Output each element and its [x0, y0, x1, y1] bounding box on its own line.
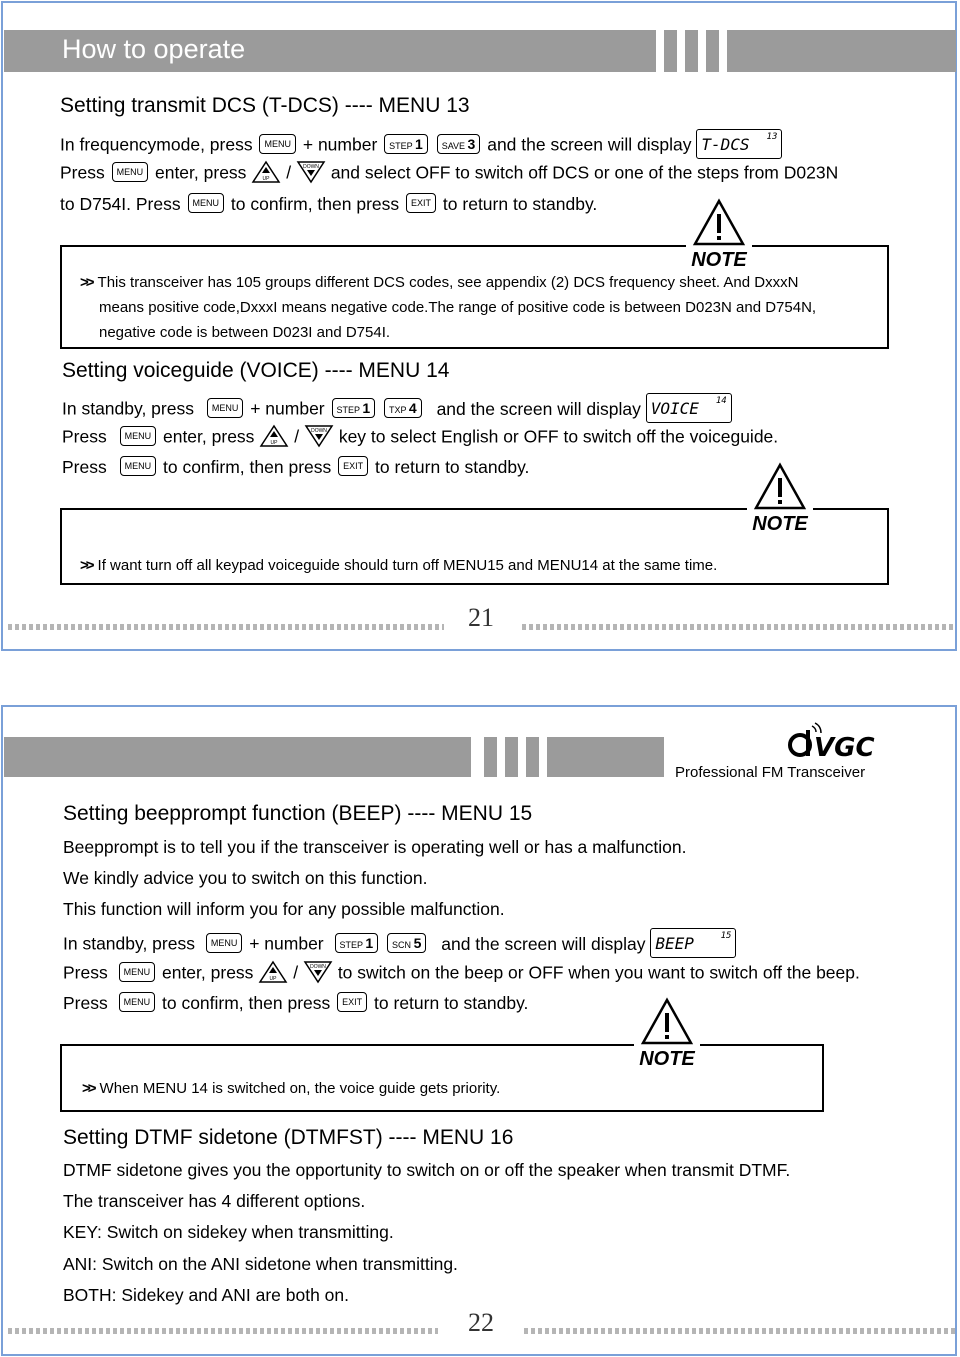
double-chevron-icon: >> — [80, 274, 92, 291]
text: In standby, press — [63, 933, 195, 954]
key-sub: STEP — [336, 405, 360, 415]
footer-dots — [522, 624, 956, 630]
beep-paragraph-2: We kindly advice you to switch on this function. — [63, 868, 428, 888]
lcd-display-voice — [646, 393, 732, 423]
header-bar — [4, 737, 471, 777]
lcd-menu-number: 15 — [720, 931, 732, 941]
text: and the screen will display — [487, 134, 692, 155]
section-heading-dtmf: Setting DTMF sidetone (DTMFST) ---- MENU 16 — [63, 1126, 514, 1149]
key-sub: UP — [269, 976, 277, 982]
menu-key: MENU — [120, 456, 157, 476]
brand-logo — [786, 720, 896, 764]
vgc-logo-icon — [786, 720, 896, 764]
footer-dots — [8, 1328, 438, 1334]
note-label: NOTE — [752, 513, 808, 535]
section-heading-voice: Setting voiceguide (VOICE) ---- MENU 14 — [62, 359, 450, 382]
exit-key: EXIT — [337, 992, 367, 1012]
lcd-menu-number: 13 — [766, 132, 778, 142]
lcd-text: T-DCS — [701, 135, 750, 154]
beep-line-1 — [63, 930, 736, 960]
note-2-text — [80, 553, 717, 578]
note-line: This transceiver has 105 groups different DCS codes, see appendix (2) DCS frequency sheet. And DxxxN — [97, 274, 799, 291]
lcd-text: VOICE — [650, 399, 699, 418]
text: enter, press — [154, 162, 247, 183]
text: to confirm, then press — [230, 194, 400, 214]
menu-key: MENU — [120, 426, 157, 446]
header-stripe — [505, 737, 518, 777]
text: / — [286, 162, 292, 183]
text: to switch on the beep or OFF when you want to switch off the beep. — [337, 962, 860, 983]
key-3-save — [437, 134, 481, 154]
key-4-txp — [384, 398, 422, 418]
tdcs-line-2 — [60, 162, 838, 186]
header-stripe — [484, 737, 497, 777]
key-1-step — [332, 398, 376, 418]
note-badge — [634, 997, 700, 1071]
footer-dots — [524, 1328, 956, 1334]
text: and the screen will display — [436, 398, 641, 419]
note-line: means positive code,DxxxI means negative code.The range of positive code is between D023N and D754N, — [99, 299, 817, 316]
text: enter, press — [162, 426, 255, 447]
menu-key: MENU — [206, 933, 243, 953]
brand-subtitle: Professional FM Transceiver — [675, 764, 866, 781]
key-digit: 1 — [362, 400, 371, 416]
key-sub: STEP — [389, 141, 413, 151]
text: to return to standby. — [442, 194, 598, 214]
down-key-icon — [303, 960, 333, 984]
key-sub: DOWN — [310, 964, 326, 970]
text: + number — [249, 933, 324, 954]
key-digit: 1 — [415, 136, 423, 152]
key-digit: 5 — [413, 935, 422, 951]
footer-dots — [8, 624, 444, 630]
dtmf-paragraph-3: KEY: Switch on sidekey when transmitting. — [63, 1222, 394, 1242]
text: Press — [62, 457, 107, 477]
header-bar-right — [547, 737, 664, 777]
text: Press — [60, 162, 105, 183]
note-badge — [686, 198, 752, 272]
lcd-text: BEEP — [655, 934, 694, 953]
key-digit: 1 — [365, 935, 374, 951]
tdcs-line-1 — [60, 131, 782, 161]
warning-icon — [753, 462, 807, 512]
up-key-icon — [251, 160, 281, 184]
menu-key: MENU — [207, 398, 244, 418]
key-digit: 3 — [467, 136, 476, 152]
text: Press — [63, 962, 108, 983]
key-sub: UP — [270, 440, 278, 446]
up-key-icon — [259, 424, 289, 448]
down-key-icon — [296, 160, 326, 184]
warning-icon — [640, 997, 694, 1047]
double-chevron-icon: >> — [80, 557, 92, 574]
note-badge — [747, 462, 813, 536]
text: to return to standby. — [374, 993, 529, 1013]
dtmf-paragraph-5: BOTH: Sidekey and ANI are both on. — [63, 1285, 349, 1305]
note-1-text — [80, 270, 816, 345]
key-sub: DOWN — [311, 428, 327, 434]
menu-key: MENU — [112, 162, 149, 182]
text: enter, press — [161, 962, 254, 983]
warning-icon — [692, 198, 746, 248]
note-line: If want turn off all keypad voiceguide should turn off MENU15 and MENU14 at the same time. — [97, 557, 718, 574]
text: Press — [62, 426, 107, 447]
menu-key: MENU — [119, 992, 156, 1012]
text: + number — [250, 398, 325, 419]
key-1-step — [384, 134, 428, 154]
voice-line-3 — [62, 457, 529, 478]
key-sub: STEP — [339, 940, 363, 950]
lcd-menu-number: 14 — [715, 396, 727, 406]
menu-key: MENU — [119, 962, 156, 982]
dtmf-paragraph-2: The transceiver has 4 different options. — [63, 1191, 366, 1211]
text: / — [294, 426, 300, 447]
section-heading-tdcs: Setting transmit DCS (T-DCS) ---- MENU 13 — [60, 94, 470, 117]
beep-paragraph-3: This function will inform you for any possible malfunction. — [63, 899, 505, 919]
text: key to select English or OFF to switch off the voiceguide. — [338, 426, 779, 447]
up-key-icon — [258, 960, 288, 984]
key-sub: UP — [262, 176, 270, 182]
dtmf-paragraph-4: ANI: Switch on the ANI sidetone when transmitting. — [63, 1254, 458, 1274]
key-1-step — [335, 933, 379, 953]
note-3-text — [82, 1076, 500, 1101]
key-digit: 4 — [408, 400, 417, 416]
voice-line-2 — [62, 426, 778, 450]
text: to return to standby. — [375, 457, 530, 477]
text: In standby, press — [62, 398, 194, 419]
dtmf-paragraph-1: DTMF sidetone gives you the opportunity to switch on or off the speaker when transmit DTMF. — [63, 1160, 791, 1180]
header-stripe — [664, 30, 677, 72]
key-5-scn — [387, 933, 426, 953]
header-stripe — [706, 30, 719, 72]
key-sub: SCN — [392, 940, 412, 950]
down-key-icon — [304, 424, 334, 448]
exit-key: EXIT — [406, 193, 436, 213]
lcd-display-tdcs — [696, 129, 782, 159]
key-sub: TXP — [389, 405, 407, 415]
section-heading-beep: Setting beepprompt function (BEEP) ---- MENU 15 — [63, 802, 533, 825]
header-bar-right — [727, 30, 956, 72]
text: In frequencymode, press — [60, 134, 253, 155]
lcd-display-beep — [650, 928, 736, 958]
brand-text: VGC — [814, 733, 875, 763]
note-line: negative code is between D023I and D754I. — [99, 324, 391, 341]
page-title: How to operate — [62, 34, 246, 64]
text: Press — [63, 993, 108, 1013]
header-stripe — [685, 30, 698, 72]
text: to confirm, then press — [162, 457, 332, 477]
beep-paragraph-1: Beepprompt is to tell you if the transceiver is operating well or has a malfunction. — [63, 837, 687, 857]
menu-key: MENU — [188, 193, 225, 213]
menu-key: MENU — [259, 134, 296, 154]
double-chevron-icon: >> — [82, 1080, 94, 1097]
text: + number — [302, 134, 378, 155]
exit-key: EXIT — [338, 456, 368, 476]
tdcs-line-3 — [60, 194, 597, 215]
text: / — [293, 962, 299, 983]
text: and select OFF to switch off DCS or one of the steps from D023N — [330, 162, 839, 183]
page-number: 21 — [468, 603, 494, 632]
page-number: 22 — [468, 1308, 494, 1337]
beep-line-3 — [63, 993, 528, 1014]
beep-line-2 — [63, 962, 860, 986]
header-stripe — [526, 737, 539, 777]
text: and the screen will display — [441, 933, 646, 954]
note-label: NOTE — [691, 249, 747, 271]
note-line: When MENU 14 is switched on, the voice guide gets priority. — [99, 1080, 501, 1097]
note-label: NOTE — [639, 1048, 695, 1070]
voice-line-1 — [62, 395, 732, 425]
key-sub: DOWN — [303, 164, 319, 170]
text: to confirm, then press — [161, 993, 331, 1013]
text: to D754I. Press — [60, 194, 181, 214]
key-sub: SAVE — [441, 141, 466, 151]
